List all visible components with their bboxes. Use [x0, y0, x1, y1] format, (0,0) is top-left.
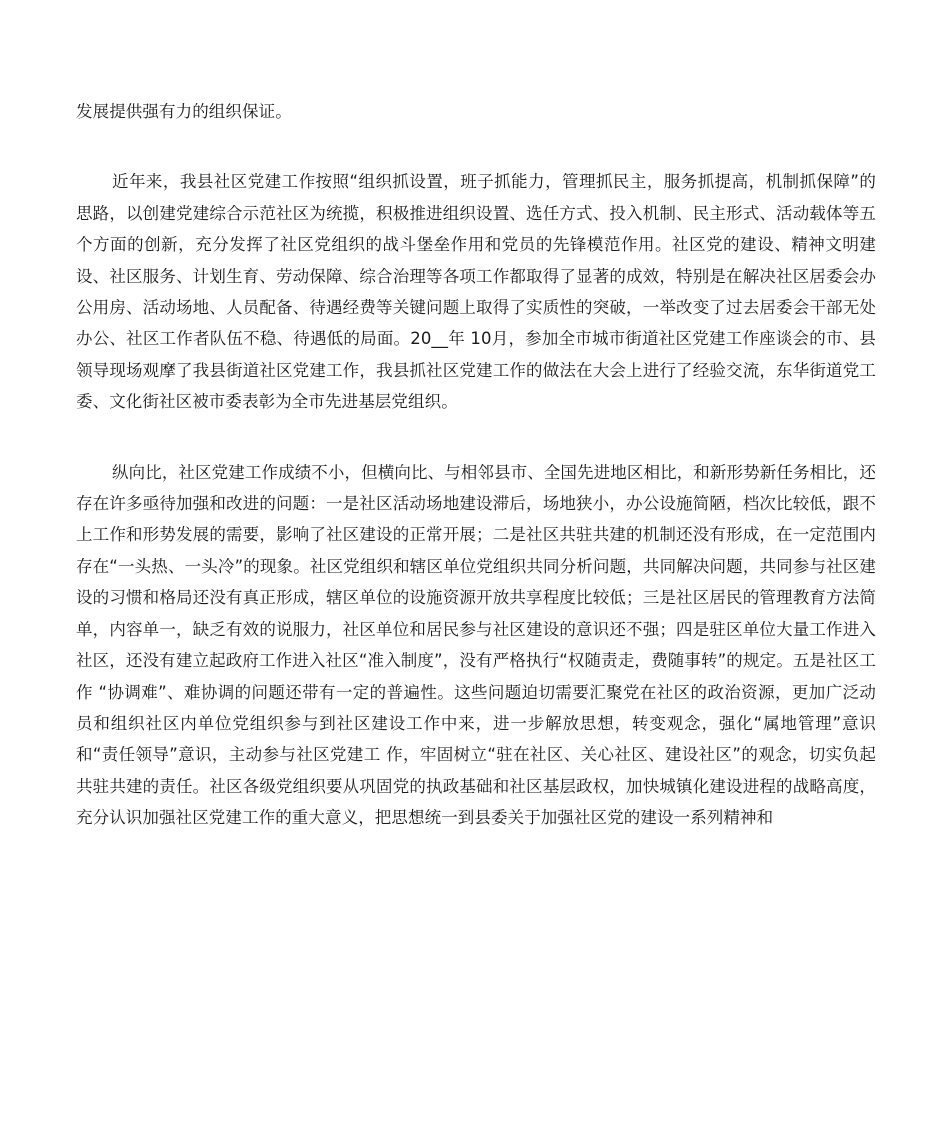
paragraph-problems: 纵向比，社区党建工作成绩不小，但横向比、与相邻县市、全国先进地区相比，和新形势新任务相比，还存在许多亟待加强和改进的问题：一是社区活动场地建设滞后，场地狭小，办公设施简陋，档次比较低，跟不上工作和形势发展的需要，影响了社区建设的正常开展；二是社区共驻共建的机制还没有形成，在一定范围内存在“一头热、一头冷”的现象。社区党组织和辖区单位党组织共同分析问题，共同解决问题，共同参与社区建设的习惯和格局还没有真正形成，辖区单位的设施资源开放共享程度比较低；三是社区居民的管理教育方法简单，内容单一，缺乏有效的说服力，社区单位和居民参与社区建设的意识还不强；四是驻区单位大量工作进入社区，还没有建立起政府工作进入社区“准入制度”，没有严格执行“权随责走，费随事转”的规定。五是社区工作 “协调难”、难协调的问题还带有一定的普遍性。这些问题迫切需要汇聚党在社区的政治资源，更加广泛动员和组织社区内单位党组织参与到社区建设工作中来，进一步解放思想，转变观念，强化“属地管理”意识和“责任领导”意识，主动参与社区党建工 作，牢固树立“驻在社区、关心社区、建设社区”的观念，切实负起共驻共建的责任。社区各级党组织要从巩固党的执政基础和社区基层政权，加快城镇化建设进程的战略高度，充分认识加强社区党建工作的重大意义，把思想统一到县委关于加强社区党的建设一系列精神和: [76, 462, 876, 828]
paragraph-spacer: [76, 127, 876, 166]
document-page: [76, 96, 876, 834]
paragraph-continuation: 发展提供强有力的组织保证。: [76, 102, 292, 121]
paragraph-spacer: [76, 418, 876, 457]
paragraph-achievements: 近年来，我县社区党建工作按照“组织抓设置，班子抓能力，管理抓民主，服务抓提高，机制抓保障”的思路，以创建党建综合示范社区为统揽，积极推进组织设置、选任方式、投入机制、民主形式、活动载体等五个方面的创新，充分发挥了社区党组织的战斗堡垒作用和党员的先锋模范作用。社区党的建设、精神文明建设、社区服务、计划生育、劳动保障、综合治理等各项工作都取得了显著的成效，特别是在解决社区居委会办公用房、活动场地、人员配备、待遇经费等关键问题上取得了实质性的突破，一举改变了过去居委会干部无处办公、社区工作者队伍不稳、待遇低的局面。20__年 10月，参加全市城市街道社区党建工作座谈会的市、县领导现场观摩了我县街道社区党建工作，我县抓社区党建工作的做法在大会上进行了经验交流，东华街道党工委、文化街社区被市委表彰为全市先进基层党组织。: [76, 172, 876, 412]
